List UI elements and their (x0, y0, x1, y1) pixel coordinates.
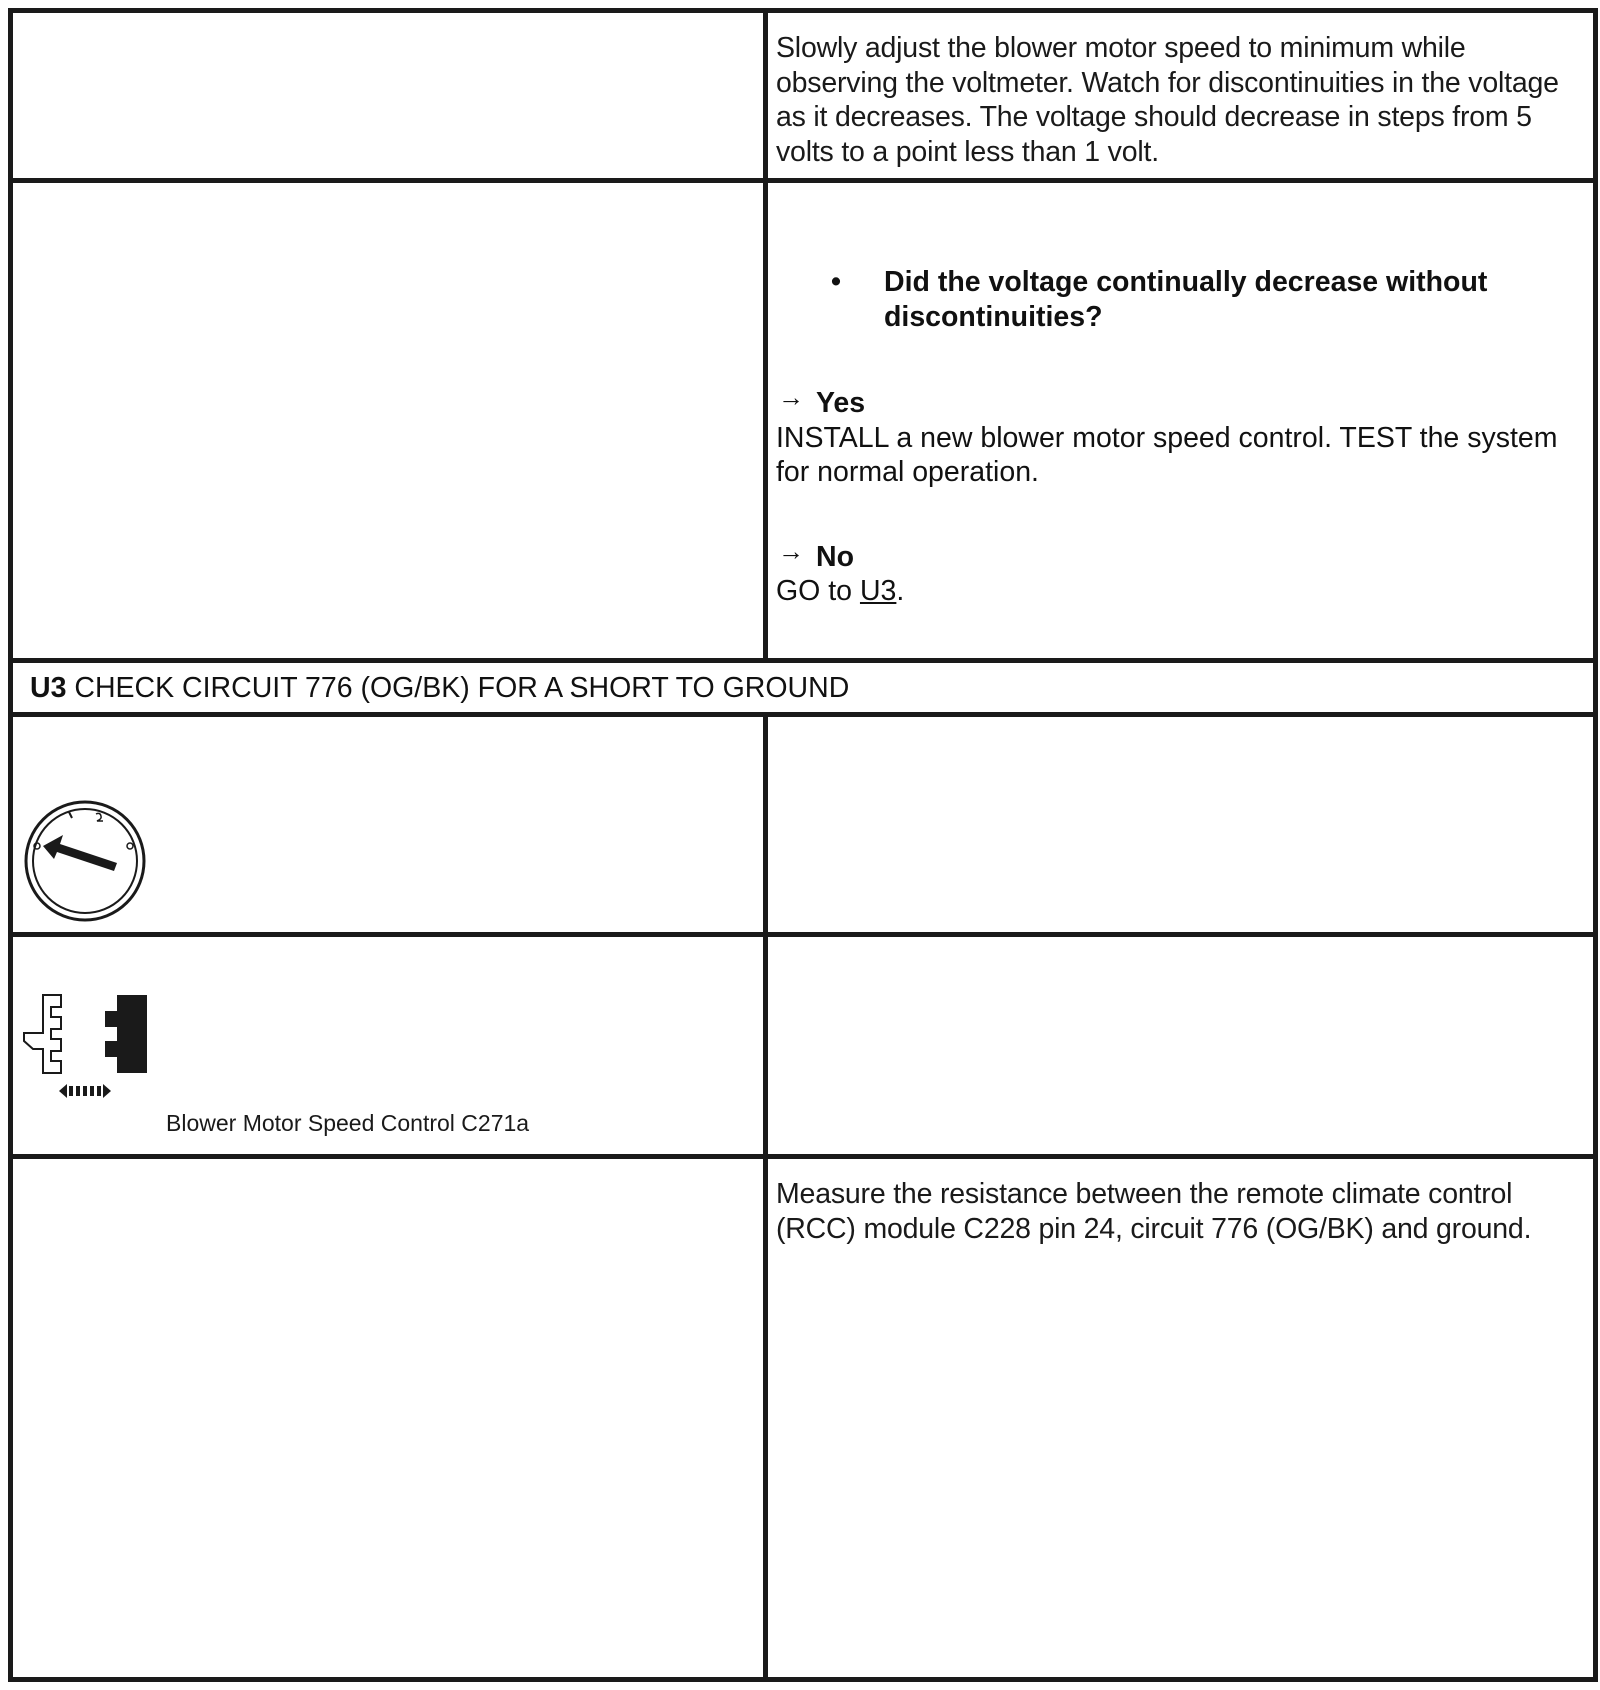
answer-yes-label: Yes (816, 387, 866, 419)
instruction-cell (768, 13, 1593, 178)
table-row (13, 1159, 1593, 1677)
table-row (13, 937, 1593, 1159)
diagnostic-table (8, 8, 1598, 1682)
table-row (13, 717, 1593, 937)
answer-no-label: No (816, 540, 854, 573)
image-cell (13, 937, 768, 1154)
image-cell (13, 1159, 768, 1677)
instruction-text: Slowly adjust the blower motor speed to minimum while observing the voltmeter. Watch for discontinuities in the voltage as it decreases. The voltage should decrease in steps from 5 volts to a point less than 1 volt. (776, 32, 1559, 168)
ignition-switch-off-icon (23, 799, 147, 923)
table-row (13, 13, 1593, 183)
bullet-icon: • (831, 266, 841, 298)
answer-yes-text: INSTALL a new blower motor speed control. TEST the system for normal operation. (776, 421, 1558, 488)
instruction-cell (768, 1159, 1593, 1677)
table-row (13, 183, 1593, 663)
answer-no-text: GO to U3. (776, 575, 905, 607)
instruction-cell (768, 937, 1593, 1154)
step-number: U3 (30, 672, 67, 704)
arrow-right-icon: → (778, 535, 804, 566)
question-text: Did the voltage continually decrease without discontinuities? (884, 266, 1488, 333)
image-cell (13, 13, 768, 178)
connector-caption: Blower Motor Speed Control C271a (166, 1110, 530, 1136)
image-cell (13, 717, 768, 932)
image-cell (13, 183, 768, 658)
answer-yes (768, 380, 1593, 490)
step-heading (13, 663, 1593, 706)
disconnect-connector-icon (21, 987, 147, 1109)
arrow-right-icon: → (778, 382, 804, 412)
answer-no (768, 534, 1593, 609)
goto-step-link[interactable]: U3 (859, 575, 897, 607)
question-item (768, 265, 1593, 334)
step-heading-cell (13, 663, 1593, 712)
question-cell (768, 183, 1593, 658)
table-row (13, 663, 1593, 717)
instruction-cell (768, 717, 1593, 932)
step-title: CHECK CIRCUIT 776 (OG/BK) FOR A SHORT TO GROUND (66, 672, 850, 704)
instruction-text: Measure the resistance between the remote climate control (RCC) module C228 pin 24, circuit 776 (OG/BK) and ground. (776, 1178, 1532, 1245)
